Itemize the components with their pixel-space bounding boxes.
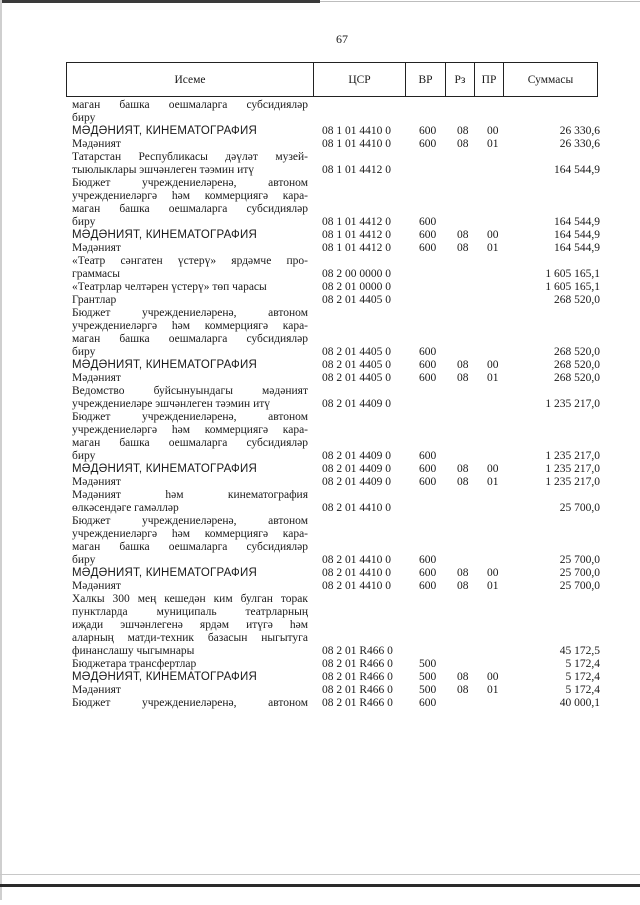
row-csr: 08 2 01 4410 0 — [322, 567, 391, 579]
table-row — [72, 242, 600, 255]
row-csr: 08 2 01 4409 0 — [322, 476, 391, 488]
row-name — [72, 671, 308, 684]
row-name-line: маган башка оешмаларга субсидияләр — [72, 437, 308, 449]
row-name-line: «Театрлар челтәрен үстерү» төп чарасы — [72, 281, 267, 293]
row-vr: 600 — [419, 125, 437, 137]
row-vr: 600 — [419, 450, 437, 462]
row-name-line: МӘДӘНИЯТ, КИНЕМАТОГРАФИЯ — [72, 125, 257, 137]
row-csr: 08 2 01 R466 0 — [322, 658, 393, 670]
row-csr: 08 2 01 4405 0 — [322, 372, 391, 384]
row-name-line: Татарстан Республикасы дәүләт музей- — [72, 151, 308, 163]
row-name-line: Бюджетара трансфертлар — [72, 658, 197, 670]
row-name-line: Бюджет учреждениеләренә, автоном — [72, 697, 308, 709]
row-name-line: маган башка оешмаларга субсидияләр — [72, 99, 308, 111]
row-sum: 5 172,4 — [565, 671, 600, 683]
row-pr: 01 — [487, 372, 499, 384]
row-sum: 1 605 165,1 — [545, 268, 600, 280]
row-sum: 40 000,1 — [559, 697, 600, 709]
row-vr: 600 — [419, 372, 437, 384]
row-name-line: пунктларда муниципаль театрларның — [72, 606, 308, 618]
row-vr: 600 — [419, 229, 437, 241]
header-csr: ЦСР — [314, 63, 406, 97]
header-rz: Рз — [446, 63, 475, 97]
row-name-line: «Театр сәнгатен үстерү» ярдәмче про- — [72, 255, 308, 267]
row-name — [72, 580, 308, 593]
row-name — [72, 684, 308, 697]
row-name — [72, 242, 308, 255]
row-name-line: Бюджет учреждениеләренә, автоном — [72, 411, 308, 423]
row-name-line: маган башка оешмаларга субсидияләр — [72, 203, 308, 215]
row-sum: 5 172,4 — [565, 658, 600, 670]
row-csr: 08 2 01 4405 0 — [322, 294, 391, 306]
row-csr: 08 1 01 4412 0 — [322, 216, 391, 228]
row-csr: 08 2 01 0000 0 — [322, 281, 391, 293]
row-rz: 08 — [457, 229, 469, 241]
row-csr: 08 2 01 4405 0 — [322, 346, 391, 358]
row-name — [72, 125, 308, 138]
table-row — [72, 697, 600, 710]
row-name-line: маган башка оешмаларга субсидияләр — [72, 541, 308, 553]
row-name-line: биру — [72, 346, 96, 358]
row-vr: 500 — [419, 658, 437, 670]
row-name — [72, 255, 308, 281]
row-sum: 25 700,0 — [559, 554, 600, 566]
row-sum: 1 235 217,0 — [545, 463, 600, 475]
row-csr: 08 1 01 4412 0 — [322, 164, 391, 176]
row-name-line: Бюджет учреждениеләренә, автоном — [72, 515, 308, 527]
row-name-line: МӘДӘНИЯТ, КИНЕМАТОГРАФИЯ — [72, 229, 257, 241]
table-row — [72, 99, 600, 125]
row-sum: 1 235 217,0 — [545, 476, 600, 488]
row-name-line: Мәдәният — [72, 372, 121, 384]
row-vr: 500 — [419, 671, 437, 683]
budget-table-body — [72, 99, 600, 710]
row-pr: 01 — [487, 476, 499, 488]
row-name — [72, 463, 308, 476]
table-row — [72, 385, 600, 411]
row-name — [72, 593, 308, 658]
row-sum: 45 172,5 — [559, 645, 600, 657]
row-sum: 26 330,6 — [559, 138, 600, 150]
row-sum: 268 520,0 — [554, 359, 600, 371]
row-name — [72, 99, 308, 125]
row-pr: 00 — [487, 567, 499, 579]
row-sum: 164 544,9 — [554, 216, 600, 228]
table-row — [72, 658, 600, 671]
scan-edge-bottom — [0, 884, 640, 887]
row-name — [72, 515, 308, 567]
table-row — [72, 684, 600, 697]
table-row — [72, 307, 600, 359]
row-name-line: Ведомство буйсынуындагы мәдәният — [72, 385, 308, 397]
row-name-line: Халкы 300 мең кешедән ким булган торак — [72, 593, 308, 605]
table-row — [72, 515, 600, 567]
row-name — [72, 658, 308, 671]
row-vr: 600 — [419, 242, 437, 254]
header-name: Исеме — [67, 63, 314, 97]
row-pr: 01 — [487, 138, 499, 150]
row-pr: 00 — [487, 125, 499, 137]
row-vr: 600 — [419, 346, 437, 358]
row-csr: 08 2 00 0000 0 — [322, 268, 391, 280]
row-name-line: Бюджет учреждениеләренә, автоном — [72, 177, 308, 189]
row-name-line: Мәдәният — [72, 476, 121, 488]
row-name-line: МӘДӘНИЯТ, КИНЕМАТОГРАФИЯ — [72, 463, 257, 475]
row-name — [72, 489, 308, 515]
row-csr: 08 2 01 4410 0 — [322, 554, 391, 566]
row-sum: 25 700,0 — [559, 502, 600, 514]
row-sum: 164 544,9 — [554, 242, 600, 254]
row-csr: 08 1 01 4412 0 — [322, 242, 391, 254]
row-pr: 00 — [487, 671, 499, 683]
row-csr: 08 1 01 4410 0 — [322, 138, 391, 150]
row-vr: 600 — [419, 697, 437, 709]
row-rz: 08 — [457, 580, 469, 592]
table-row — [72, 294, 600, 307]
row-pr: 01 — [487, 684, 499, 696]
row-name — [72, 697, 308, 710]
table-row — [72, 489, 600, 515]
row-csr: 08 1 01 4412 0 — [322, 229, 391, 241]
row-rz: 08 — [457, 567, 469, 579]
row-name — [72, 229, 308, 242]
row-csr: 08 2 01 4410 0 — [322, 580, 391, 592]
row-name-line: Бюджет учреждениеләренә, автоном — [72, 307, 308, 319]
row-csr: 08 1 01 4410 0 — [322, 125, 391, 137]
row-name-line: учреждениеләргә һәм коммерциягә кара- — [72, 424, 308, 436]
row-name-line: учреждениеләргә һәм коммерциягә кара- — [72, 528, 308, 540]
row-name — [72, 372, 308, 385]
row-vr: 600 — [419, 567, 437, 579]
row-rz: 08 — [457, 125, 469, 137]
row-name-line: Мәдәният — [72, 242, 121, 254]
table-row — [72, 671, 600, 684]
row-pr: 01 — [487, 580, 499, 592]
row-name-line: учреждениеләргә һәм коммерциягә кара- — [72, 320, 308, 332]
row-name — [72, 567, 308, 580]
table-row — [72, 567, 600, 580]
row-sum: 25 700,0 — [559, 580, 600, 592]
row-name-line: маган башка оешмаларга субсидияләр — [72, 333, 308, 345]
row-name — [72, 138, 308, 151]
page-number: 67 — [336, 32, 348, 46]
row-name — [72, 281, 308, 294]
row-vr: 600 — [419, 554, 437, 566]
row-pr: 00 — [487, 359, 499, 371]
header-pr: ПР — [475, 63, 504, 97]
table-row — [72, 593, 600, 658]
row-sum: 1 605 165,1 — [545, 281, 600, 293]
scan-edge-top-faint — [320, 1, 640, 2]
row-sum: 164 544,9 — [554, 229, 600, 241]
row-csr: 08 2 01 4409 0 — [322, 450, 391, 462]
row-name — [72, 385, 308, 411]
table-row — [72, 580, 600, 593]
row-name-line: Мәдәният һәм кинематография — [72, 489, 308, 501]
row-name — [72, 151, 308, 177]
row-name-line: Мәдәният — [72, 684, 121, 696]
row-name-line: аларның матди-техник базасын ныгытуга — [72, 632, 308, 644]
row-csr: 08 2 01 R466 0 — [322, 671, 393, 683]
row-name-line: биру — [72, 450, 96, 462]
table-header — [66, 62, 598, 97]
row-name — [72, 411, 308, 463]
row-name-line: МӘДӘНИЯТ, КИНЕМАТОГРАФИЯ — [72, 567, 257, 579]
table-row — [72, 125, 600, 138]
header-sum: Суммасы — [504, 63, 598, 97]
row-csr: 08 2 01 4409 0 — [322, 398, 391, 410]
row-rz: 08 — [457, 476, 469, 488]
row-rz: 08 — [457, 242, 469, 254]
row-sum: 1 235 217,0 — [545, 398, 600, 410]
header-vr: ВР — [406, 63, 446, 97]
row-sum: 26 330,6 — [559, 125, 600, 137]
scan-edge-bottom-thin — [0, 874, 640, 875]
row-sum: 268 520,0 — [554, 372, 600, 384]
row-pr: 00 — [487, 229, 499, 241]
row-name-line: биру — [72, 554, 96, 566]
row-sum: 164 544,9 — [554, 164, 600, 176]
row-csr: 08 2 01 R466 0 — [322, 684, 393, 696]
table-row — [72, 177, 600, 229]
row-name — [72, 177, 308, 229]
table-row — [72, 151, 600, 177]
row-vr: 600 — [419, 216, 437, 228]
table-row — [72, 229, 600, 242]
row-rz: 08 — [457, 671, 469, 683]
row-vr: 600 — [419, 359, 437, 371]
row-sum: 25 700,0 — [559, 567, 600, 579]
row-name — [72, 359, 308, 372]
row-name — [72, 294, 308, 307]
row-name-line: Грантлар — [72, 294, 117, 306]
row-name-line: өлкәсендәге гамәлләр — [72, 502, 179, 514]
table-row — [72, 138, 600, 151]
row-name-line: иҗади эшчәнлегенә ярдәм итүгә һәм — [72, 619, 308, 631]
row-name-line: МӘДӘНИЯТ, КИНЕМАТОГРАФИЯ — [72, 671, 257, 683]
row-rz: 08 — [457, 372, 469, 384]
row-name-line: тыюлыклары эшчәнлеген тәэмин итү — [72, 164, 255, 176]
row-rz: 08 — [457, 684, 469, 696]
row-name-line: учреждениеләре эшчәнлеген тәэмин итү — [72, 398, 271, 410]
table-row — [72, 255, 600, 281]
row-pr: 01 — [487, 242, 499, 254]
row-pr: 00 — [487, 463, 499, 475]
row-rz: 08 — [457, 359, 469, 371]
row-csr: 08 2 01 R466 0 — [322, 645, 393, 657]
row-name-line: финанслашу чыгымнары — [72, 645, 195, 657]
row-csr: 08 2 01 4405 0 — [322, 359, 391, 371]
row-name-line: биру — [72, 216, 96, 228]
table-row — [72, 281, 600, 294]
row-name-line: учреждениеләргә һәм коммерциягә кара- — [72, 190, 308, 202]
row-name — [72, 307, 308, 359]
row-vr: 600 — [419, 476, 437, 488]
table-row — [72, 359, 600, 372]
row-vr: 600 — [419, 463, 437, 475]
row-sum: 5 172,4 — [565, 684, 600, 696]
row-vr: 500 — [419, 684, 437, 696]
table-row — [72, 372, 600, 385]
table-row — [72, 476, 600, 489]
row-csr: 08 2 01 R466 0 — [322, 697, 393, 709]
scan-edge-left — [0, 0, 2, 900]
row-rz: 08 — [457, 463, 469, 475]
row-vr: 600 — [419, 138, 437, 150]
scan-edge-top — [0, 0, 320, 3]
row-name-line: биру — [72, 112, 96, 124]
row-csr: 08 2 01 4409 0 — [322, 463, 391, 475]
row-sum: 268 520,0 — [554, 294, 600, 306]
row-vr: 600 — [419, 580, 437, 592]
row-name — [72, 476, 308, 489]
row-name-line: МӘДӘНИЯТ, КИНЕМАТОГРАФИЯ — [72, 359, 257, 371]
row-sum: 268 520,0 — [554, 346, 600, 358]
row-name-line: Мәдәният — [72, 138, 121, 150]
row-csr: 08 2 01 4410 0 — [322, 502, 391, 514]
row-sum: 1 235 217,0 — [545, 450, 600, 462]
row-name-line: Мәдәният — [72, 580, 121, 592]
table-row — [72, 463, 600, 476]
table-row — [72, 411, 600, 463]
row-name-line: граммасы — [72, 268, 120, 280]
row-rz: 08 — [457, 138, 469, 150]
